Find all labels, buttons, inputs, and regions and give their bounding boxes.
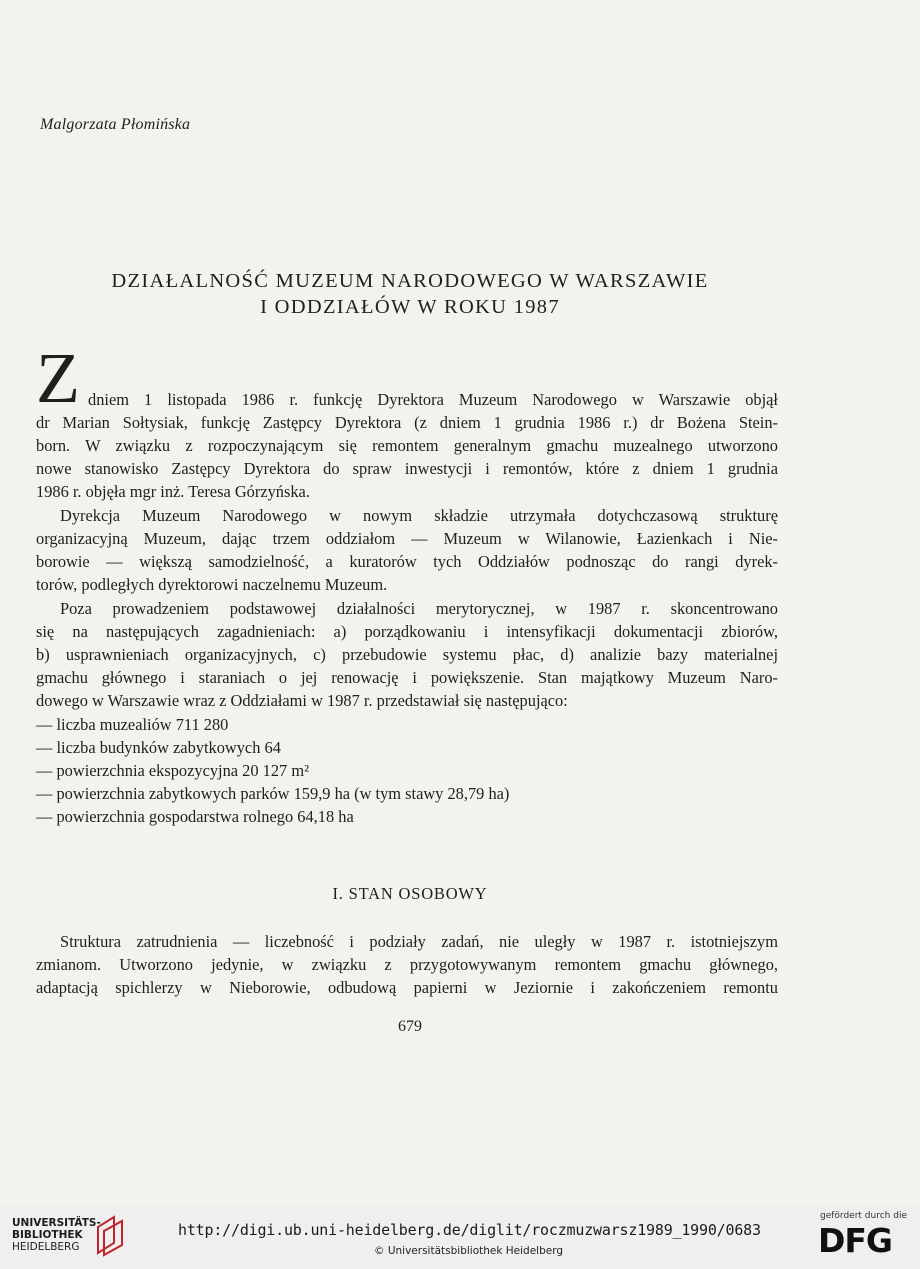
paragraph-4-line: zmianom. Utworzono jedynie, w związku z przygotowywanym remontem gmachu głównego, <box>36 955 778 974</box>
page-number: 679 <box>398 1018 422 1035</box>
paragraph-1-line: born. W związku z rozpoczynającym się remontem generalnym gmachu muzealnego utworzono <box>36 436 778 455</box>
paragraph-3-line: gmachu głównego i staraniach o jej renowację i powiększenie. Stan majątkowy Muzeum Naro- <box>36 668 778 687</box>
paragraph-1-line: dr Marian Sołtysiak, funkcję Zastępcy Dyrektora (z dniem 1 grudnia 1986 r.) dr Bożena Stein- <box>36 413 778 432</box>
stat-list-item: — powierzchnia zabytkowych parków 159,9 ha (w tym stawy 28,79 ha) <box>36 784 510 803</box>
library-name-line-3: HEIDELBERG <box>12 1241 80 1253</box>
paragraph-2-line: borowie — większą samodzielność, a kuratorów tych Oddziałów podnosząc do rangi dyrek- <box>36 552 778 571</box>
library-logo[interactable] <box>12 1217 101 1253</box>
library-name-line-2: BIBLIOTHEK <box>12 1229 83 1241</box>
paragraph-3-line: się na następujących zagadnieniach: a) porządkowaniu i intensyfikacji dokumentacji zbiorów, <box>36 622 778 641</box>
paragraph-4-line: Struktura zatrudnienia — liczebność i podziały zadań, nie uległy w 1987 r. istotniejszym <box>60 932 778 951</box>
paragraph-3-line: b) usprawnieniach organizacyjnych, c) przebudowie systemu płac, d) analizie bazy materialnej <box>36 645 778 664</box>
article-title-line-1: DZIAŁALNOŚĆ MUZEUM NARODOWEGO W WARSZAWIE <box>111 270 709 292</box>
paragraph-1-line: 1986 r. objęła mgr inż. Teresa Górzyńska. <box>36 482 310 501</box>
library-name-line-1: UNIVERSITÄTS- <box>12 1217 101 1229</box>
paragraph-1-line: dniem 1 listopada 1986 r. funkcję Dyrektora Muzeum Narodowego w Warszawie objął <box>88 390 778 409</box>
stat-list-item: — powierzchnia gospodarstwa rolnego 64,18 ha <box>36 807 354 826</box>
library-mark-icon <box>94 1213 128 1257</box>
copyright-notice: © Universitätsbibliothek Heidelberg <box>374 1245 564 1257</box>
document-url-link[interactable]: http://digi.ub.uni-heidelberg.de/diglit/roczmuzwarsz1989_1990/0683 <box>178 1221 761 1239</box>
paragraph-2-line: Dyrekcja Muzeum Narodowego w nowym składzie utrzymała dotychczasową strukturę <box>60 506 778 525</box>
paragraph-3-line: dowego w Warszawie wraz z Oddziałami w 1987 r. przedstawiał się następująco: <box>36 691 568 710</box>
paragraph-2-line: organizacyjną Muzeum, dając trzem oddziałom — Muzeum w Wilanowie, Łazienkach i Nie- <box>36 529 778 548</box>
funded-by-label: gefördert durch die <box>820 1211 907 1221</box>
author-name: Malgorzata Płomińska <box>40 116 191 133</box>
article-title-line-2: I ODDZIAŁÓW W ROKU 1987 <box>260 296 560 318</box>
paragraph-4-line: adaptacją spichlerzy w Nieborowie, odbudową papierni w Jeziornie i zakończeniem remontu <box>36 978 778 997</box>
paragraph-2-line: torów, podległych dyrektorowi naczelnemu Muzeum. <box>36 575 388 594</box>
paragraph-1-line: nowe stanowisko Zastępcy Dyrektora do spraw inwestycji i remontów, które z dniem 1 grudnia <box>36 459 778 478</box>
stat-list-item: — liczba budynków zabytkowych 64 <box>36 738 281 757</box>
footer-bar <box>0 1205 920 1269</box>
paragraph-3-line: Poza prowadzeniem podstawowej działalności merytorycznej, w 1987 r. skoncentrowano <box>60 599 778 618</box>
stat-list-item: — powierzchnia ekspozycyjna 20 127 m² <box>36 761 310 780</box>
stat-list-item: — liczba muzealiów 711 280 <box>36 715 229 734</box>
dfg-logo[interactable]: DFG <box>818 1221 893 1260</box>
section-heading: I. STAN OSOBOWY <box>332 884 488 903</box>
drop-cap: Z <box>36 338 80 418</box>
